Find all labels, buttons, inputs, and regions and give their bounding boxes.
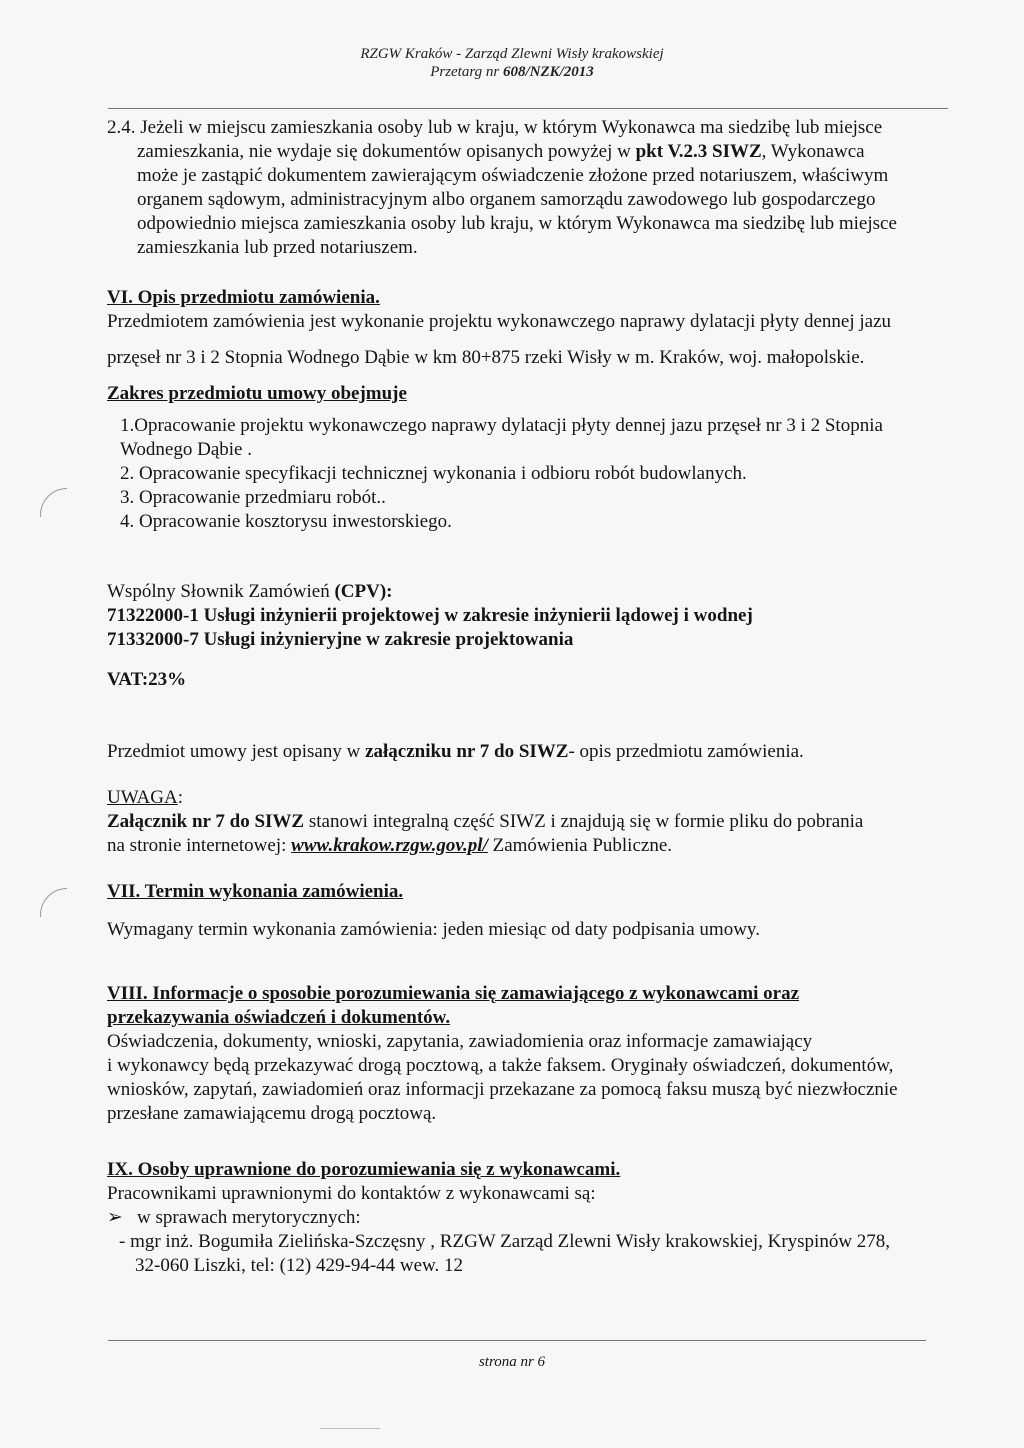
cpv-code: 71322000-1 Usługi inżynierii projektowej w zakresie inżynierii lądowej i wodnej (107, 605, 753, 626)
scan-smudge (320, 1428, 380, 1429)
text-span: zamieszkania, nie wydaje się dokumentów opisanych powyżej w (137, 141, 636, 162)
note-block (107, 786, 967, 858)
section-vi (107, 286, 967, 858)
section-heading: VII. Termin wykonania zamówienia. (107, 881, 404, 902)
page-footer: strona nr 6 (478, 1354, 546, 1370)
cpv-block (107, 580, 967, 652)
scope-heading: Zakres przedmiotu umowy obejmuje (107, 383, 407, 404)
text-span: - opis przedmiotu zamówienia. (568, 741, 804, 762)
subject-description (107, 740, 967, 764)
text-line: 2.4. Jeżeli w miejscu zamieszkania osoby lub w kraju, w którym Wykonawca ma siedzibę lub miejsce (107, 117, 883, 138)
text-line: wniosków, zapytań, zawiadomień oraz informacji przekazane za pomocą faksu muszą być niezwłocznie (107, 1079, 898, 1100)
note-label-colon: : (177, 787, 183, 808)
list-item: 4. Opracowanie kosztorysu inwestorskiego. (120, 511, 452, 532)
note-label (107, 786, 967, 810)
text-line: organem sądowym, administracyjnym albo organem samorządu zawodowego lub gospodarczego (137, 189, 876, 210)
header-tender (0, 63, 1024, 81)
text-line: odpowiednio miejsca zamieszkania osoby lub kraju, w którym Wykonawca ma siedzibę lub miejsce (137, 213, 897, 234)
header-case-number: 608/NZK/2013 (502, 64, 594, 80)
list-item: 3. Opracowanie przedmiaru robót.. (120, 487, 386, 508)
text-line: i wykonawcy będą przekazywać drogą pocztową, a także faksem. Oryginały oświadczeń, dokumentów, (107, 1055, 894, 1076)
vat-rate: VAT:23% (107, 669, 187, 690)
text-line: Przedmiotem zamówienia jest wykonanie projektu wykonawczego naprawy dylatacji płyty dennej jazu (107, 311, 892, 332)
reference-bold: pkt V.2.3 SIWZ (635, 141, 762, 162)
arrow-bullet-icon: ➢ (107, 1207, 123, 1228)
text-line (107, 810, 967, 834)
text-line (107, 140, 967, 164)
text-span: Zamówienia Publiczne. (487, 835, 672, 856)
cpv-abbr: (CPV): (334, 581, 393, 602)
section-heading: VI. Opis przedmiotu zamówienia. (107, 287, 380, 308)
list-item-continuation: Wodnego Dąbie . (120, 439, 252, 460)
text-span: stanowi integralną część SIWZ i znajdują się w formie pliku do pobrania (304, 811, 864, 832)
list-item: 1.Opracowanie projektu wykonawczego naprawy dylatacji płyty dennej jazu przęseł nr 3 i 2 Stopnia (120, 415, 883, 436)
section-viii (107, 982, 967, 1126)
scan-hole-mark (40, 488, 67, 517)
text-line: zamieszkania lub przed notariuszem. (137, 237, 418, 258)
section-vii (107, 880, 967, 942)
bullet-text: w sprawach merytorycznych: (137, 1207, 361, 1228)
document-body (107, 116, 967, 1278)
scope-list (107, 414, 967, 534)
contact-line-continuation: 32-060 Liszki, tel: (12) 429-94-44 wew. 12 (135, 1255, 464, 1276)
section-2-4 (107, 116, 967, 260)
text-line: Oświadczenia, dokumenty, wnioski, zapytania, zawiadomienia oraz informacje zamawiający (107, 1031, 813, 1052)
text-span: Przedmiot umowy jest opisany w (107, 741, 366, 762)
note-label-text: UWAGA (107, 787, 178, 808)
scan-hole-mark (40, 888, 67, 917)
section-heading-continuation: przekazywania oświadczeń i dokumentów. (107, 1007, 451, 1028)
website-link[interactable]: www.krakow.rzgw.gov.pl/ (291, 835, 488, 856)
attachment-reference: Załącznik nr 7 do SIWZ (107, 811, 305, 832)
cpv-label (107, 580, 967, 604)
section-heading: VIII. Informacje o sposobie porozumiewania się zamawiającego z wykonawcami oraz (107, 983, 800, 1004)
header-tender-prefix: Przetarg nr (430, 64, 503, 80)
cpv-label-text: Wspólny Słownik Zamówień (107, 581, 335, 602)
text-line: przesłane zamawiającemu drogą pocztową. (107, 1103, 437, 1124)
cpv-code: 71332000-7 Usługi inżynieryjne w zakresie projektowania (107, 629, 574, 650)
header-divider (108, 108, 948, 109)
text-line: przęseł nr 3 i 2 Stopnia Wodnego Dąbie w km 80+875 rzeki Wisły w m. Kraków, woj. małopolskie. (107, 347, 865, 368)
attachment-reference: załączniku nr 7 do SIWZ (365, 741, 569, 762)
text-line (107, 834, 967, 858)
text-line: może je zastąpić dokumentem zawierającym oświadczenie złożone przed notariuszem, właściwym (137, 165, 889, 186)
text-line: Pracownikami uprawnionymi do kontaktów z wykonawcami są: (107, 1183, 596, 1204)
list-item: 2. Opracowanie specyfikacji technicznej wykonania i odbioru robót budowlanych. (120, 463, 747, 484)
section-heading: IX. Osoby uprawnione do porozumiewania się z wykonawcami. (107, 1159, 621, 1180)
footer-divider (108, 1340, 926, 1341)
section-ix (107, 1158, 967, 1278)
contact-line: - mgr inż. Bogumiła Zielińska-Szczęsny , RZGW Zarząd Zlewni Wisły krakowskiej, Kryspinów 278, (119, 1231, 891, 1252)
text-span: na stronie internetowej: (107, 835, 292, 856)
text-line: Wymagany termin wykonania zamówienia: jeden miesiąc od daty podpisania umowy. (107, 919, 760, 940)
page-header (0, 45, 1024, 81)
bullet-item (107, 1206, 967, 1230)
header-institution: RZGW Kraków - Zarząd Zlewni Wisły krakowskiej (360, 46, 664, 62)
text-span: , Wykonawca (761, 141, 865, 162)
